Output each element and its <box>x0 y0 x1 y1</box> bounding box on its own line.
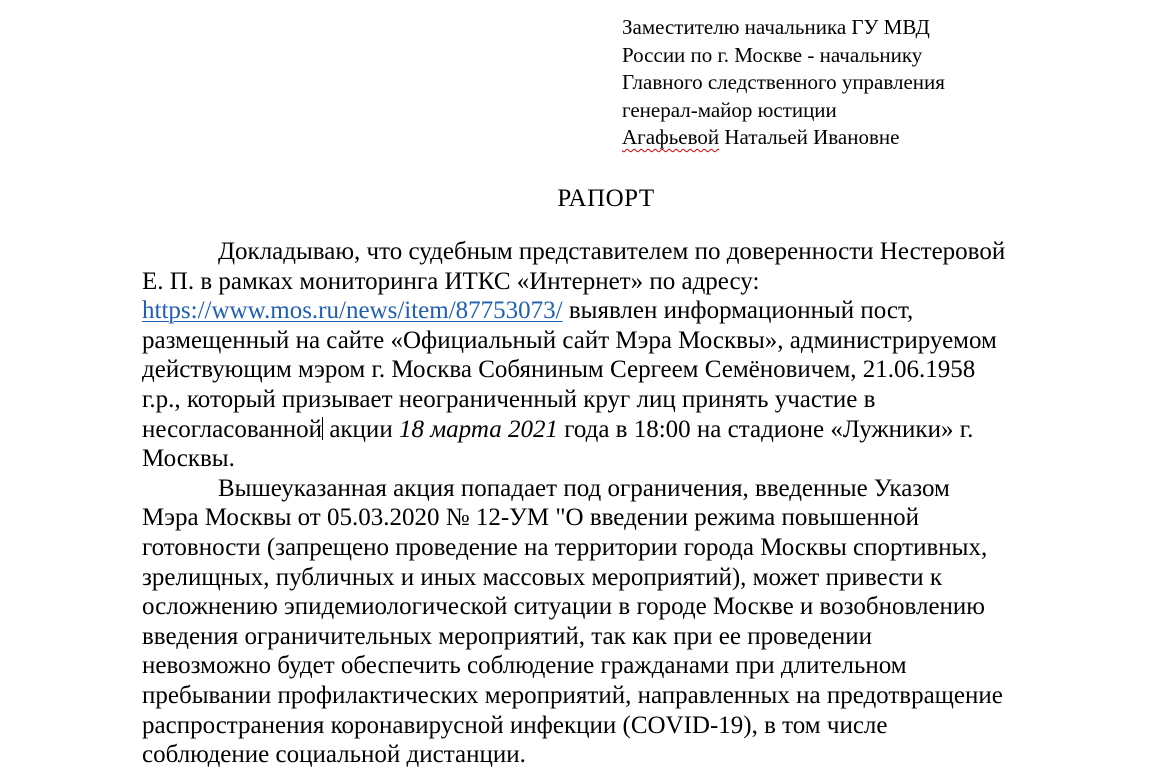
document-title: РАПОРТ <box>557 185 655 212</box>
paragraph-line: Е. П. в рамках мониторинга ИТКС «Интернет» по адресу: <box>142 267 760 295</box>
paragraph-text: года в 18:00 на стадионе «Лужники» г. <box>557 415 974 443</box>
addressee-line: Заместителю начальника ГУ МВД <box>622 15 930 39</box>
paragraph-line: осложнению эпидемиологической ситуации в городе Москве и возобновлению <box>142 593 985 621</box>
event-date: 18 марта 2021 <box>398 415 558 443</box>
paragraph-line: действующим мэром г. Москва Собяниным Сергеем Семёновичем, 21.06.1958 <box>142 356 976 384</box>
paragraph-line: распространения коронавирусной инфекции (COVID-19), в том числе <box>142 711 888 739</box>
spellcheck-flagged-word[interactable]: Агафьевой <box>622 125 720 149</box>
addressee-name-rest: Натальей Ивановне <box>719 125 900 149</box>
addressee-block <box>622 14 945 152</box>
addressee-line: генерал-майор юстиции <box>622 97 837 122</box>
paragraph-line: пребывании профилактических мероприятий, направленных на предотвращение <box>142 681 1003 709</box>
addressee-line <box>622 124 945 152</box>
paragraph-line: соблюдение социальной дистанции. <box>142 741 526 769</box>
paragraph-text: акции <box>323 415 399 443</box>
paragraph-line: невозможно будет обеспечить соблюдение гражданами при длительном <box>142 652 907 680</box>
paragraph-line: Мэра Москвы от 05.03.2020 № 12-УМ "О введении режима повышенной <box>142 504 919 532</box>
paragraph-line: размещенный на сайте «Официальный сайт Мэра Москвы», администрируемом <box>142 326 997 354</box>
document-body[interactable] <box>142 237 1122 770</box>
paragraph-line: введения ограничительных мероприятий, так как при ее проведении <box>142 622 872 650</box>
paragraph-line <box>142 415 1122 445</box>
paragraph-text: выявлен информационный пост, <box>562 297 914 325</box>
paragraph-line: готовности (запрещено проведение на территории города Москвы спортивных, <box>142 533 988 561</box>
addressee-line: России по г. Москве - начальнику <box>622 42 923 67</box>
news-link[interactable]: https://www.mos.ru/news/item/87753073/ <box>142 297 563 325</box>
paragraph-text: несогласованной <box>142 415 323 443</box>
paragraph-line <box>142 296 1122 326</box>
paragraph-line: г.р., который призывает неограниченный круг лиц принять участие в <box>142 385 876 413</box>
paragraph-line: Москвы. <box>142 445 235 473</box>
paragraph-line: Докладываю, что судебным представителем по доверенности Нестеровой <box>218 238 1006 265</box>
paragraph-line: зрелищных, публичных и иных массовых мероприятий), может привести к <box>142 563 942 591</box>
paragraph-line: Вышеуказанная акция попадает под ограничения, введенные Указом <box>218 474 950 502</box>
addressee-line: Главного следственного управления <box>622 70 945 94</box>
